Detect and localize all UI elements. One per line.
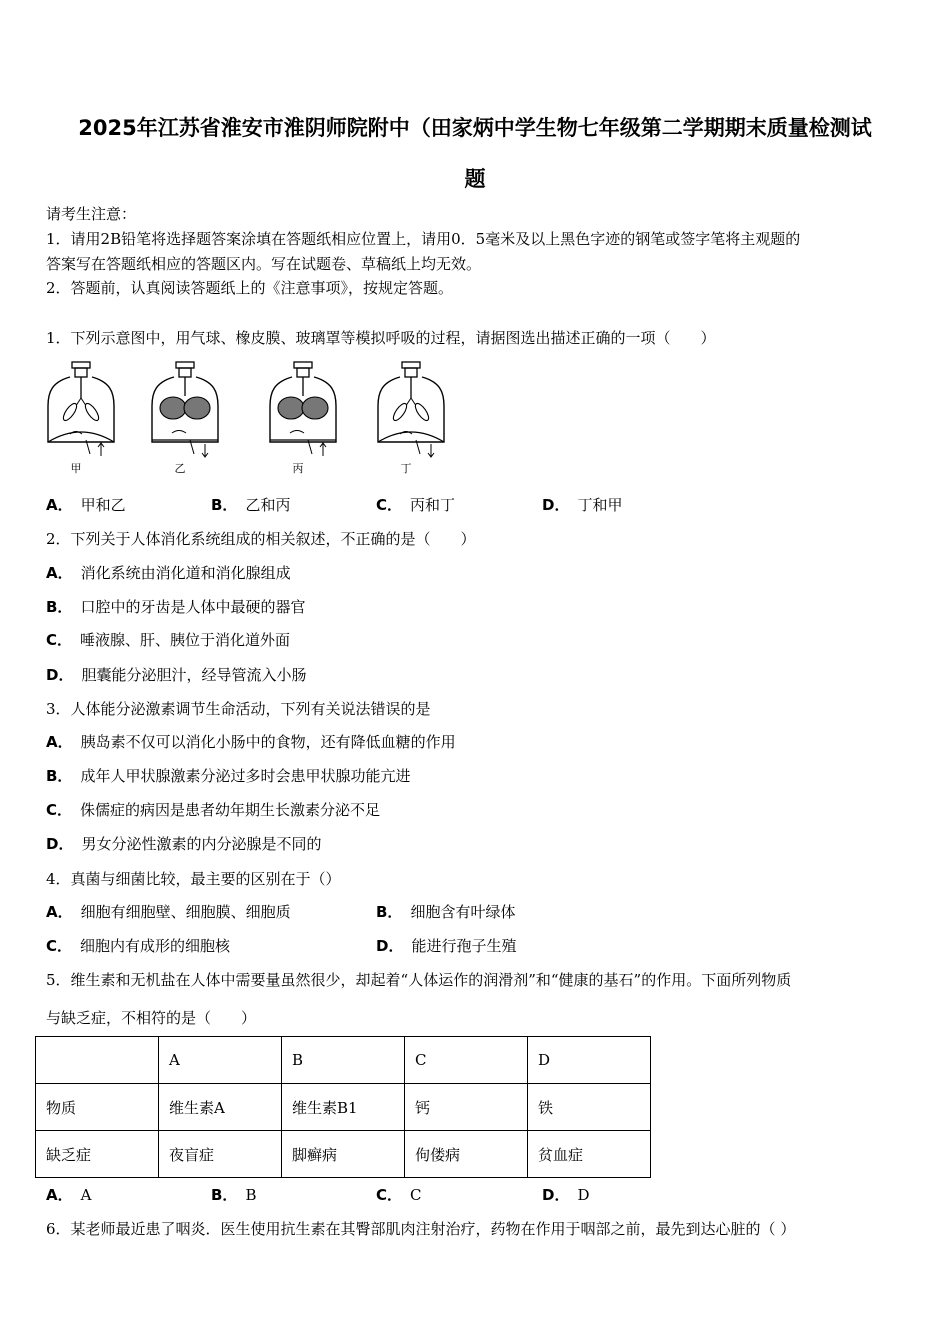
option-letter: A．: [46, 496, 73, 514]
q1-stem: 1．下列示意图中，用气球、橡皮膜、玻璃罩等模拟呼吸的过程，请据图选出描述正确的一项（ ）: [46, 329, 716, 347]
notice-item-1a: 1．请用2B铅笔将选择题答案涂填在答题纸相应位置上，请用0．5毫米及以上黑色字迹的钢笔或签字笔将主观题的: [46, 230, 801, 248]
option-text: 甲和乙: [80, 496, 126, 514]
notice-heading: 请考生注意：: [46, 205, 137, 223]
q2-option-d[interactable]: [46, 664, 306, 685]
q4-option-c[interactable]: [46, 935, 230, 956]
option-letter: D．: [376, 937, 404, 955]
q3-option-a[interactable]: [46, 731, 456, 752]
option-letter: C．: [46, 937, 73, 955]
figure-caption: 丁: [400, 462, 412, 475]
bell-jar-diagram: [150, 360, 220, 460]
option-letter: B．: [211, 496, 238, 514]
option-text: 唾液腺、肝、胰位于消化道外面: [80, 631, 291, 649]
q4-option-b[interactable]: [376, 901, 515, 922]
figure-caption: 甲: [70, 462, 82, 475]
q1-option-a[interactable]: [46, 494, 126, 515]
q3-option-d[interactable]: [46, 833, 321, 854]
table-cell: C: [405, 1037, 528, 1084]
q5-stem-line1: 5．维生素和无机盐在人体中需要量虽然很少，却起着“人体运作的润滑剂”和“健康的基石”的作用。下面所列物质: [46, 971, 792, 989]
table-cell: [36, 1037, 159, 1084]
table-header-row: [36, 1037, 651, 1084]
q2-stem: 2．下列关于人体消化系统组成的相关叙述，不正确的是（ ）: [46, 530, 476, 548]
q1-option-c[interactable]: [376, 494, 455, 515]
notice-item-2: 2．答题前，认真阅读答题纸上的《注意事项》，按规定答题。: [46, 279, 454, 297]
option-text: 能进行孢子生殖: [411, 937, 517, 955]
option-letter: A．: [46, 733, 73, 751]
page-title-line1: 2025年江苏省淮安市淮阴师院附中（田家炳中学生物七年级第二学期期末质量检测试: [78, 116, 872, 140]
q5-option-b[interactable]: [211, 1184, 256, 1205]
table-cell: D: [528, 1037, 651, 1084]
q5-option-d[interactable]: [542, 1184, 589, 1205]
q2-option-c[interactable]: [46, 629, 290, 650]
table-cell: 物质: [36, 1084, 159, 1131]
option-text: 口腔中的牙齿是人体中最硬的器官: [80, 598, 306, 616]
table-cell: 贫血症: [528, 1131, 651, 1178]
option-text: C: [410, 1186, 422, 1204]
option-letter: B．: [376, 903, 403, 921]
q3-stem: 3．人体能分泌激素调节生命活动，下列有关说法错误的是: [46, 700, 431, 718]
option-text: 丁和甲: [577, 496, 623, 514]
option-text: 细胞有细胞壁、细胞膜、细胞质: [80, 903, 291, 921]
q5-option-c[interactable]: [376, 1184, 422, 1205]
q4-option-a[interactable]: [46, 901, 291, 922]
table-cell: 维生素B1: [282, 1084, 405, 1131]
q5-stem-line2: 与缺乏症，不相符的是（ ）: [46, 1009, 257, 1027]
q5-table: [35, 1036, 651, 1178]
option-text: 丙和丁: [410, 496, 456, 514]
option-text: 男女分泌性激素的内分泌腺是不同的: [81, 835, 322, 853]
option-letter: D．: [46, 835, 74, 853]
table-cell: 铁: [528, 1084, 651, 1131]
option-text: 细胞含有叶绿体: [410, 903, 516, 921]
option-letter: C．: [46, 801, 73, 819]
q3-option-c[interactable]: [46, 799, 380, 820]
q2-option-b[interactable]: [46, 596, 305, 617]
option-text: A: [80, 1186, 92, 1204]
option-letter: A．: [46, 1186, 73, 1204]
table-cell: A: [159, 1037, 282, 1084]
q1-figures: [46, 360, 466, 478]
bell-jar-diagram: [46, 360, 116, 460]
q6-stem: 6．某老师最近患了咽炎．医生使用抗生素在其臀部肌肉注射治疗，药物在作用于咽部之前，最先到达心脏的（ ）: [46, 1220, 796, 1238]
table-cell: 佝偻病: [405, 1131, 528, 1178]
table-row: [36, 1084, 651, 1131]
table-cell: 钙: [405, 1084, 528, 1131]
option-letter: C．: [376, 1186, 403, 1204]
option-text: 成年人甲状腺激素分泌过多时会患甲状腺功能亢进: [80, 767, 411, 785]
option-text: B: [245, 1186, 257, 1204]
bell-jar-figure-yi: [150, 360, 220, 478]
option-letter: A．: [46, 903, 73, 921]
bell-jar-diagram: [376, 360, 446, 460]
q1-option-b[interactable]: [211, 494, 290, 515]
table-cell: 夜盲症: [159, 1131, 282, 1178]
option-letter: C．: [46, 631, 73, 649]
q4-option-d[interactable]: [376, 935, 516, 956]
table-row: [36, 1131, 651, 1178]
option-letter: D．: [542, 496, 570, 514]
option-text: D: [577, 1186, 590, 1204]
table-cell: 维生素A: [159, 1084, 282, 1131]
table-cell: B: [282, 1037, 405, 1084]
option-text: 胆囊能分泌胆汁，经导管流入小肠: [81, 666, 307, 684]
option-text: 侏儒症的病因是患者幼年期生长激素分泌不足: [80, 801, 381, 819]
q2-option-a[interactable]: [46, 562, 291, 583]
q5-option-a[interactable]: [46, 1184, 91, 1205]
figure-caption: 丙: [292, 462, 304, 475]
q4-stem: 4．真菌与细菌比较，最主要的区别在于（）: [46, 870, 341, 888]
option-text: 消化系统由消化道和消化腺组成: [80, 564, 291, 582]
table-cell: 脚癣病: [282, 1131, 405, 1178]
page-title-line2: 题: [464, 167, 486, 191]
option-letter: A．: [46, 564, 73, 582]
option-letter: B．: [46, 767, 73, 785]
bell-jar-figure-bing: [268, 360, 338, 478]
notice-item-1b: 答案写在答题纸相应的答题区内。写在试题卷、草稿纸上均无效。: [46, 255, 482, 273]
option-letter: D．: [542, 1186, 570, 1204]
table-cell: 缺乏症: [36, 1131, 159, 1178]
option-letter: C．: [376, 496, 403, 514]
figure-caption: 乙: [174, 462, 186, 475]
bell-jar-figure-jia: [46, 360, 116, 478]
bell-jar-figure-ding: [376, 360, 446, 478]
q1-option-d[interactable]: [542, 494, 622, 515]
q3-option-b[interactable]: [46, 765, 410, 786]
bell-jar-diagram: [268, 360, 338, 460]
option-letter: D．: [46, 666, 74, 684]
option-letter: B．: [46, 598, 73, 616]
option-text: 胰岛素不仅可以消化小肠中的食物，还有降低血糖的作用: [80, 733, 456, 751]
option-text: 乙和丙: [245, 496, 291, 514]
option-letter: B．: [211, 1186, 238, 1204]
option-text: 细胞内有成形的细胞核: [80, 937, 231, 955]
